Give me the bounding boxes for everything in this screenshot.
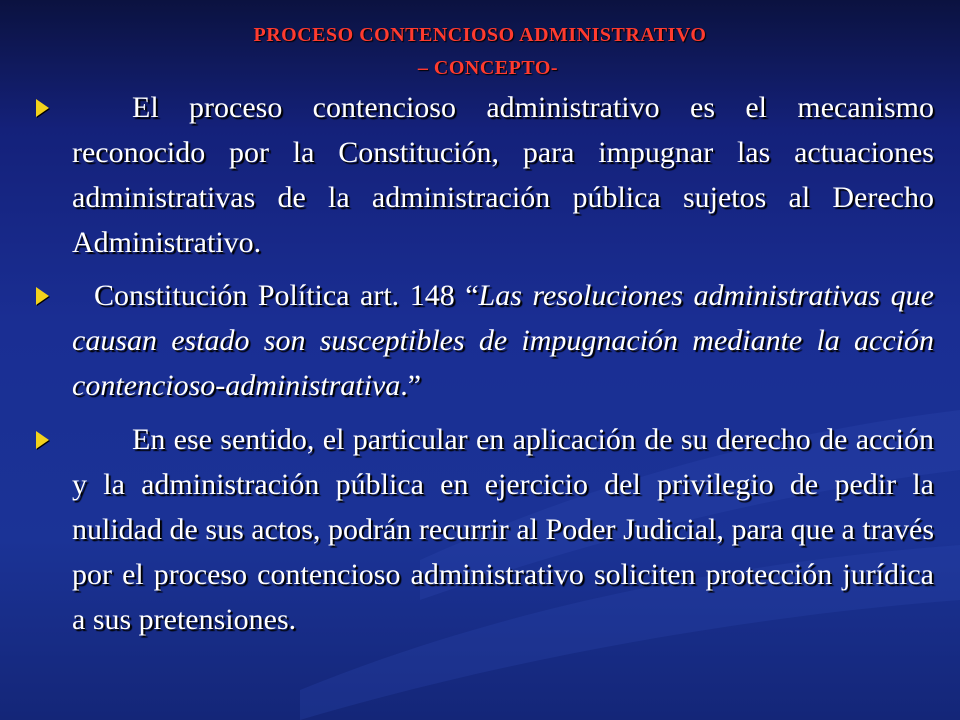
citation-quote: Las resoluciones administrativas que causan estado son susceptibles de impugnación mediante la acción contencioso-administrativa: [72, 279, 934, 402]
arrow-right-bullet-icon: [36, 431, 49, 449]
bullet-text: En ese sentido, el particular en aplicación de su derecho de acción y la administración pública en ejercicio del privilegio de pedir la nulidad de sus actos, podrán recurrir al Poder Judicial, para que a través por el proceso contencioso administrativo soliciten protección jurídica a sus pretensiones.: [72, 423, 934, 636]
slide-title: PROCESO CONTENCIOSO ADMINISTRATIVO: [253, 24, 707, 46]
bullet-text: El proceso contencioso administrativo es el mecanismo reconocido por la Constitución, para impugnar las actuaciones administrativas de la administración pública sujetos al Derecho Administrativo.: [72, 91, 934, 259]
bullet-item-3: [36, 417, 934, 642]
arrow-right-bullet-icon: [36, 99, 49, 117]
citation-tail: .”: [400, 369, 422, 402]
bullet-text: [72, 273, 934, 408]
arrow-right-bullet-icon: [36, 287, 49, 305]
slide-subtitle: – CONCEPTO-: [417, 57, 559, 79]
bullet-item-1: [36, 85, 934, 265]
citation-lead: Constitución Política art. 148 “: [94, 279, 479, 312]
bullet-item-2: [36, 273, 934, 408]
